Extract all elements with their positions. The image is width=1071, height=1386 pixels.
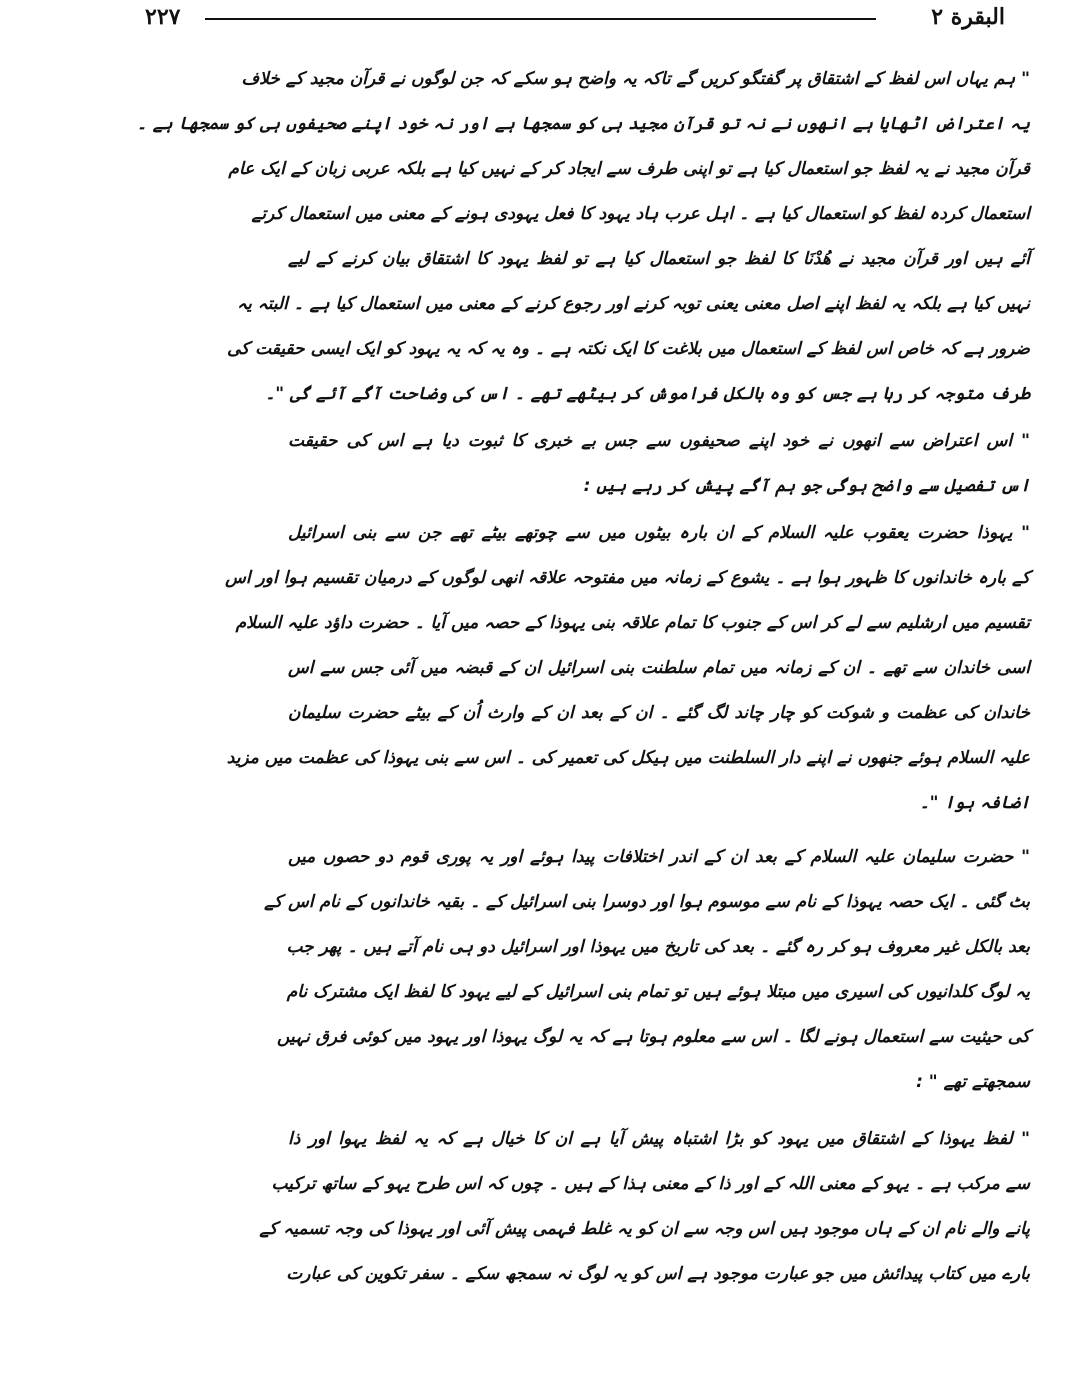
text-line: آئے ہیں اور قرآن مجید نے ھُدْنَا کا لفظ جو استعمال کیا ہے تو لفظ یہود کا اشتقاق بیان کرنے کے لیے: [288, 249, 1030, 269]
text-line: تقسیم میں ارشلیم سے لے کر اس کے جنوب کا تمام علاقہ بنی یہوذا کے حصہ میں آیا ۔ حضرت داؤد علیہ السلام: [235, 613, 1030, 633]
text-line: " حضرت سلیمان علیہ السلام کے بعد ان کے اندر اختلافات پیدا ہوئے اور یہ پوری قوم دو حصوں میں: [288, 847, 1030, 867]
text-line: " ہم یہاں اس لفظ کے اشتقاق پر گفتگو کریں گے تاکہ یہ واضح ہو سکے کہ جن لوگوں نے قرآن مجید کے خلاف: [241, 69, 1030, 89]
page-header: [0, 4, 1071, 34]
text-line: سے مرکب ہے ۔ یہو کے معنی اللہ کے اور ذا کے معنی ہذا کے ہیں ۔ چوں کہ اس طرح یہو کے ساتھ ترکیب: [271, 1174, 1030, 1194]
text-line: اضافہ ہوا "۔: [919, 793, 1030, 813]
text-line: استعمال کردہ لفظ کو استعمال کیا ہے ۔ اہل عرب ہاد یہود کا فعل یہودی ہونے کے معنی میں استعمال کرتے: [251, 204, 1030, 224]
text-line: اس تفصیل سے واضح ہوگی جو ہم آگے پیش کر رہے ہیں :: [583, 476, 1030, 496]
page-number: ۲۲۷: [145, 4, 181, 30]
text-line: پانے والے نام ان کے ہاں موجود ہیں اس وجہ سے ان کو یہ غلط فہمی پیش آئی اور یہوذا کی وجہ تسمیہ کے: [259, 1219, 1030, 1239]
surah-title: البقرة ۲: [931, 4, 1005, 30]
text-line: اسی خاندان سے تھے ۔ ان کے زمانہ میں تمام سلطنت بنی اسرائیل ان کے قبضہ میں آئی جس سے اس: [288, 658, 1030, 678]
text-line: " یہوذا حضرت یعقوب علیہ السلام کے ان بارہ بیٹوں میں سے چوتھے بیٹے تھے جن سے بنی اسرائیل: [288, 523, 1030, 543]
text-line: " لفظ یہوذا کے اشتقاق میں یہود کو بڑا اشتباہ پیش آیا ہے ان کا خیال ہے کہ یہ لفظ یہوا اور ذا: [288, 1129, 1030, 1149]
text-line: یہ لوگ کلدانیوں کی اسیری میں مبتلا ہوئے ہیں تو تمام بنی اسرائیل کے لیے یہود کا لفظ ایک مشترک نام: [286, 982, 1030, 1002]
text-line: بارے میں کتاب پیدائش میں جو عبارت موجود ہے اس کو یہ لوگ نہ سمجھ سکے ۔ سفر تکوین کی عبارت: [286, 1264, 1030, 1284]
text-line: بٹ گئی ۔ ایک حصہ یہوذا کے نام سے موسوم ہوا اور دوسرا بنی اسرائیل کے ۔ بقیہ خاندانوں کے نام اس کے: [264, 892, 1030, 912]
text-line: بعد بالکل غیر معروف ہو کر رہ گئے ۔ بعد کی تاریخ میں یہوذا اور اسرائیل دو ہی نام آتے ہیں ۔ پھر جب: [286, 937, 1030, 957]
text-line: ضرور ہے کہ خاص اس لفظ کے استعمال میں بلاغت کا ایک نکتہ ہے ۔ وہ یہ کہ یہ یہود کو ایک ایسی حقیقت کی: [226, 339, 1030, 359]
text-line: قرآن مجید نے یہ لفظ جو استعمال کیا ہے تو اپنی طرف سے ایجاد کر کے نہیں کیا ہے بلکہ عربی زبان کے ایک عام: [228, 159, 1030, 179]
text-line: سمجھتے تھے " :: [916, 1072, 1030, 1092]
text-line: خاندان کی عظمت و شوکت کو چار چاند لگ گئے ۔ ان کے بعد ان کے وارث اُن کے بیٹے حضرت سلیمان: [288, 703, 1030, 723]
text-line: کے بارہ خاندانوں کا ظہور ہوا ہے ۔ یشوع کے زمانہ میں مفتوحہ علاقہ انھی لوگوں کے درمیان تقسیم ہوا اور اس: [225, 568, 1030, 588]
text-line: یہ اعتراض اٹھایا ہے انھوں نے نہ تو قرآن مجید ہی کو سمجھا ہے اور نہ خود اپنے صحیفوں ہی کو سمجھا ہے ۔: [136, 114, 1030, 134]
text-line: نہیں کیا ہے بلکہ یہ لفظ اپنے اصل معنی یعنی توبہ کرنے اور رجوع کرنے کے معنی میں استعمال کیا ہے ۔ البتہ یہ: [237, 294, 1030, 314]
text-line: کی حیثیت سے استعمال ہونے لگا ۔ اس سے معلوم ہوتا ہے کہ یہ لوگ یہوذا اور یہود میں کوئی فرق نہیں: [277, 1027, 1030, 1047]
text-line: علیہ السلام ہوئے جنھوں نے اپنے دار السلطنت میں ہیکل کی تعمیر کی ۔ اس سے بنی یہوذا کی عظمت میں مزید: [226, 748, 1030, 768]
text-line: " اس اعتراض سے انھوں نے خود اپنے صحیفوں سے جس بے خبری کا ثبوت دیا ہے اس کی حقیقت: [288, 431, 1030, 451]
header-rule: [205, 18, 876, 20]
text-line: طرف متوجہ کر رہا ہے جس کو وہ بالکل فراموش کر بیٹھے تھے ۔ اس کی وضاحت آگے آئے گی "۔: [265, 384, 1030, 404]
